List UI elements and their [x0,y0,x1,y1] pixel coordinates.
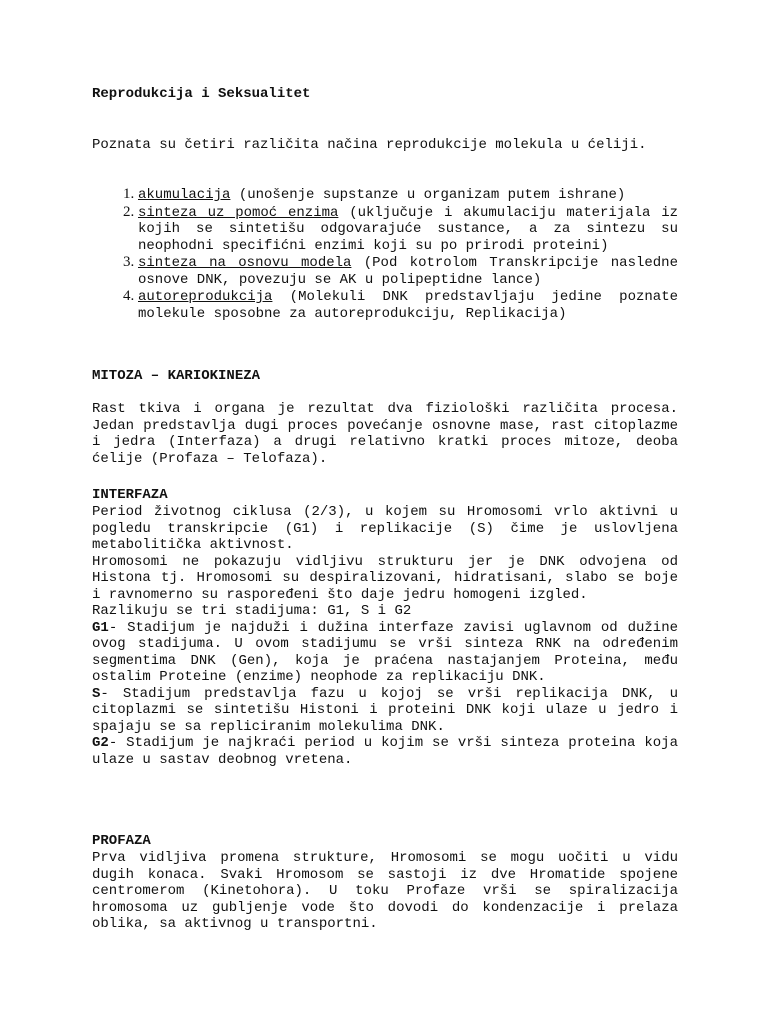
interfaza-section [92,504,678,768]
list-item [138,186,678,204]
section-heading-profaza: PROFAZA [92,833,151,849]
intro-paragraph: Poznata su četiri različita načina reprodukcije molekula u ćeliji. [92,137,647,153]
section-heading-mitoza: MITOZA – KARIOKINEZA [92,368,261,384]
section-heading-interfaza: INTERFAZA [92,487,168,503]
stage-s-label: S [92,685,101,702]
list-item-term: sinteza uz pomoć enzima [138,204,339,221]
list-item [138,204,678,255]
reproduction-methods-list [92,186,678,322]
stage-g2-text: - Stadijum je najkraći period u kojim se vrši sinteza proteina koja ulaze u sastav deobnog vretena. [92,735,678,768]
stage-g2-label: G2 [92,735,109,751]
document-title: Reprodukcija i Seksualitet [92,86,311,102]
interfaza-paragraph-hromosomi: Hromosomi ne pokazuju vidljivu strukturu jer je DNK odvojena od Histona tj. Hromosomi su despiralizovani, hidratisani, slabo se boje i ravnomerno su raspoređeni što daje jedru homogeni izgled. [92,553,678,603]
stage-g1-text: - Stadijum je najduži i dužina interfaze zavisi uglavnom od dužine ovog stadijuma. U ovom stadijumu se vrši sinteza RNK na određenim segmentima DNK (Gen), koja je praćena nastajanjem Proteina, među ostalim Proteine (enzime) neophode za replikaciju DNK. [92,619,678,685]
list-item-description: (uključuje i akumulaciju materijala iz kojih se sintetišu odgovarajuće sustance, a za sintezu su neophodni specifićni enzimi koji su po prirodi proteini) [138,204,679,254]
interfaza-paragraph-period: Period životnog ciklusa (2/3), u kojem su Hromosomi vrlo aktivni u pogledu transkripcie (G1) i replikacije (S) čime je uslovljena metabolitička aktivnost. [92,504,678,553]
list-item-term: sinteza na osnovu modela [138,255,352,271]
list-item-term: akumulacija [138,187,231,203]
stage-g1-label: G1 [92,619,109,636]
stage-s-paragraph [92,686,678,736]
stage-g1-paragraph [92,620,678,686]
list-item-description: (Pod kotrolom Transkripcije nasledne osnove DNK, povezuju se AK u polipeptidne lance) [138,255,678,288]
mitoza-paragraph: Rast tkiva i organa je rezultat dva fiziološki različita procesa. Jedan predstavlja dugi proces povećanje osnovne mase, rast citoplazme i jedra (Interfaza) a drugi relativno kratki proces mitoze, deoba ćelije (Profaza – Telofaza). [92,401,678,467]
stage-g2-paragraph [92,735,678,768]
list-item-description: (unošenje supstanze u organizam putem ishrane) [230,187,626,203]
interfaza-paragraph-stadijumi: Razlikuju se tri stadijuma: G1, S i G2 [92,603,412,619]
profaza-paragraph: Prva vidljiva promena strukture, Hromosomi se mogu uočiti u vidu dugih konaca. Svaki Hromosom se sastoji iz dve Hromatide spojene centromerom (Kinetohora). U toku Profaze vrši se spiralizacija hromosoma uz gubljenje vode što dovodi do kondenzacije i prelaza oblika, sa aktivnog u transportni. [92,850,678,932]
list-item [138,288,678,322]
stage-s-text: - Stadijum predstavlja fazu u kojoj se vrši replikacija DNK, u citoplazmi se sintetišu Histoni i proteini DNK koji ulaze u jedro i spajaju se sa repliciranim molekulima DNK. [92,685,678,735]
list-item-term: autoreprodukcija [138,289,273,305]
list-item [138,254,678,288]
list-item-description: (Molekuli DNK predstavljaju jedine poznate molekule sposobne za autoreprodukciju, Replikacija) [138,289,678,322]
